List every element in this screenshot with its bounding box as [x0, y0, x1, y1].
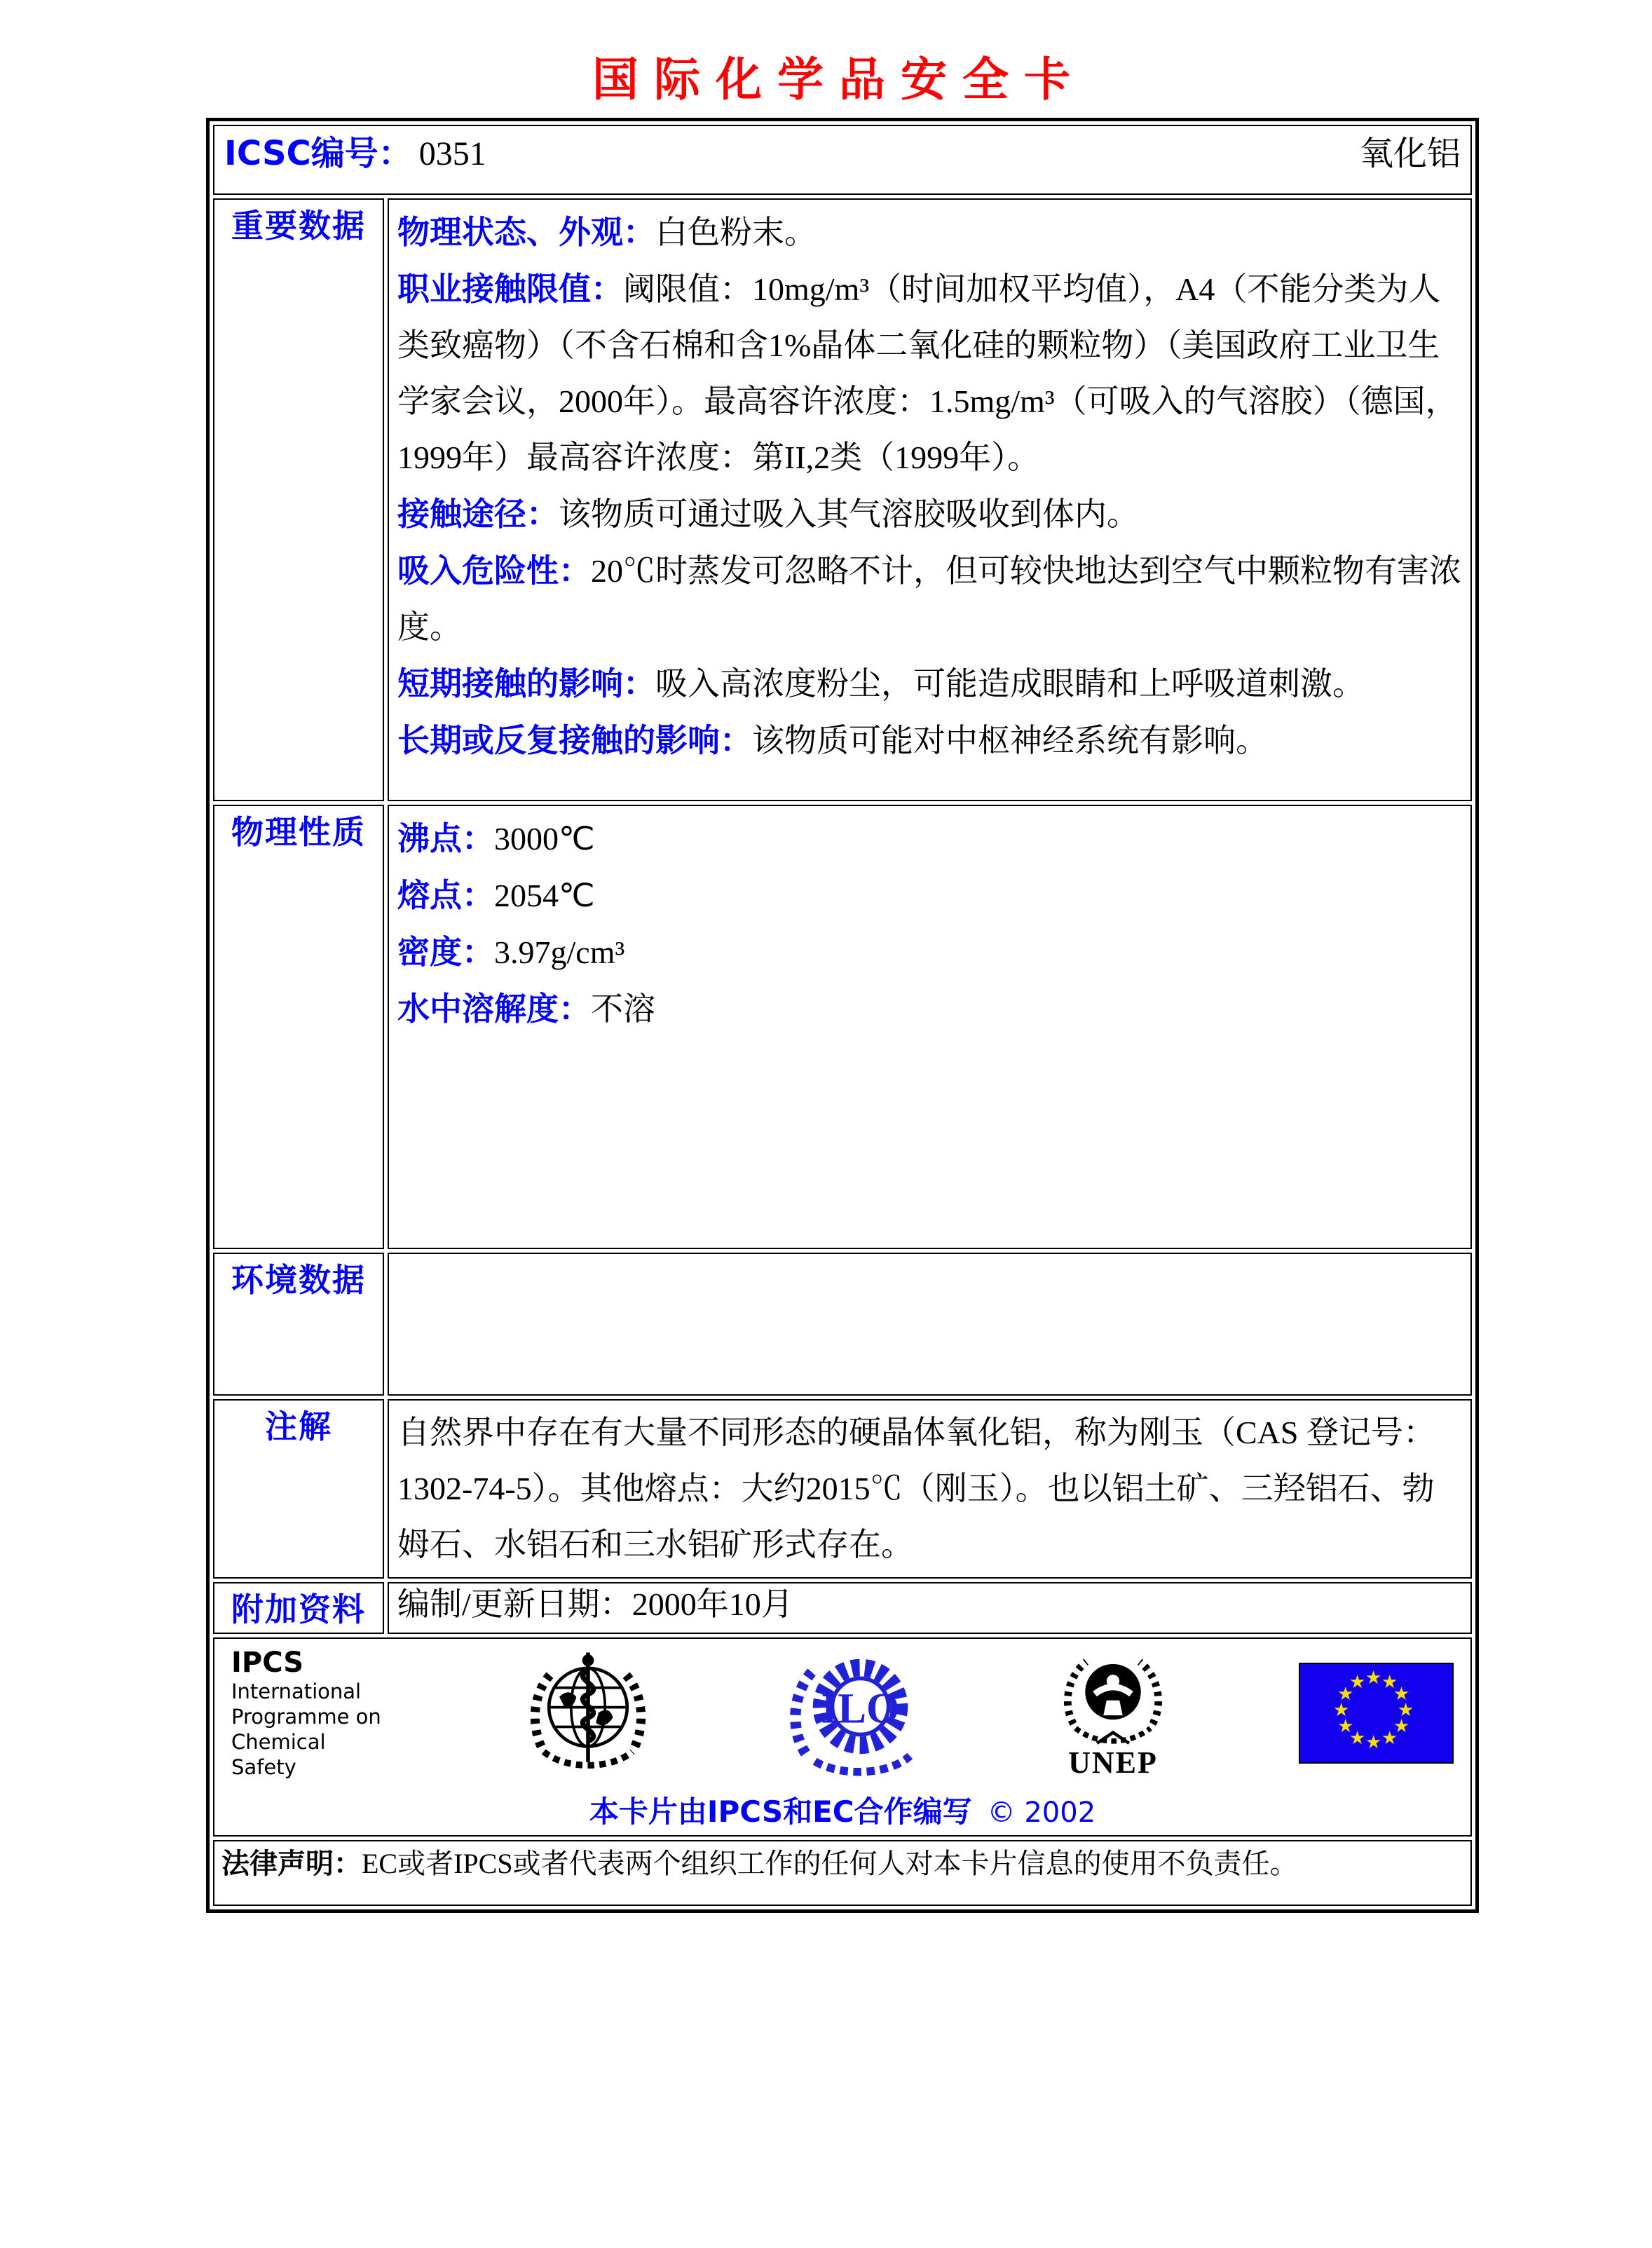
field-text: 2054℃ [494, 878, 595, 913]
eu-star-icon: ★ [1333, 1700, 1350, 1721]
field-text: 该物质可能对中枢神经系统有影响。 [752, 723, 1268, 758]
ilo-logo-icon [780, 1646, 927, 1780]
legal-row [213, 1840, 1472, 1906]
section-content-environmental-data [388, 1253, 1472, 1396]
header-row [213, 125, 1472, 195]
credit-text: 本卡片由IPCS和EC合作编写 [589, 1794, 972, 1829]
eu-star-icon: ★ [1381, 1672, 1398, 1694]
page-title: 国际化学品安全卡 [592, 52, 1086, 107]
section-content-additional-information [388, 1582, 1472, 1634]
field-text: 吸入高浓度粉尘，可能造成眼睛和上呼吸道刺激。 [655, 666, 1365, 702]
ipcs-text-block [231, 1647, 396, 1780]
field-line [397, 1405, 1462, 1573]
field-text: 阈限值：10mg/m³（时间加权平均值），A4（不能分类为人类致癌物）（不含石棉和含1%晶体二氧化硅的颗粒物）（美国政府工业卫生学家会议，2000年）。最高容许浓度：1.5mg/m³（可吸入的气溶胶）（德国，1999年）最高容许浓度：第II,2类（1999年）。 [397, 271, 1458, 475]
field-label: 物理状态、外观： [397, 213, 655, 251]
field-line [397, 924, 1462, 981]
chemical-name: 氧化铝 [1359, 135, 1461, 172]
field-line [397, 810, 1462, 867]
section-label-notes: 注解 [213, 1399, 384, 1579]
eu-star-icon: ★ [1398, 1700, 1414, 1721]
logos-row [213, 1637, 1472, 1837]
field-line [397, 981, 1462, 1037]
eu-star-icon: ★ [1349, 1727, 1366, 1749]
ipcs-subtitle-line: Chemical Safety [231, 1730, 326, 1779]
legal-text: EC或者IPCS或者代表两个组织工作的任何人对本卡片信息的使用不负责任。 [362, 1848, 1298, 1879]
icsc-card [206, 118, 1479, 1913]
field-text: 自然界中存在有大量不同形态的硬晶体氧化铝，称为刚玉（CAS 登记号：1302-74-5）。其他熔点：大约2015℃（刚玉）。也以铝土矿、三羟铝石、勃姆石、水铝石和三水铝矿形式存在。 [397, 1415, 1435, 1562]
field-text: 不溶 [591, 991, 655, 1027]
ipcs-title: IPCS [231, 1647, 304, 1679]
field-line [397, 486, 1462, 543]
field-line [397, 261, 1462, 486]
field-text: 白色粉末。 [655, 214, 817, 250]
eu-star-icon: ★ [1349, 1672, 1366, 1694]
eu-star-icon: ★ [1365, 1732, 1382, 1753]
icsc-number-value: 0351 [418, 135, 486, 172]
field-line [397, 543, 1462, 655]
icsc-number-group [224, 126, 486, 175]
field-label: 职业接触限值： [397, 270, 623, 308]
eu-star-icon: ★ [1381, 1727, 1398, 1749]
field-line [397, 867, 1462, 924]
field-label: 长期或反复接触的影响： [397, 721, 752, 759]
field-line [397, 204, 1462, 261]
field-line [397, 655, 1462, 712]
field-text: 该物质可通过吸入其气溶胶吸收到体内。 [559, 496, 1139, 532]
field-label: 接触途径： [397, 495, 559, 533]
section-content-important-data [388, 198, 1472, 801]
eu-star-icon: ★ [1337, 1684, 1354, 1705]
field-label: 熔点： [397, 876, 494, 914]
field-text: 3000℃ [494, 821, 595, 857]
section-label-environmental-data: 环境数据 [213, 1253, 384, 1396]
field-text: 编制/更新日期：2000年10月 [397, 1586, 793, 1622]
field-label: 水中溶解度： [397, 990, 591, 1028]
eu-flag-icon [1299, 1663, 1454, 1764]
field-list [397, 204, 1462, 769]
svg-text:ILO: ILO [821, 1685, 900, 1733]
ipcs-subtitle-line: International [231, 1680, 362, 1703]
field-label: 短期接触的影响： [397, 665, 655, 702]
eu-star-icon: ★ [1337, 1716, 1354, 1737]
credit-line [221, 1789, 1463, 1831]
section-content-notes [388, 1399, 1472, 1579]
unep-logo-icon [1054, 1648, 1172, 1778]
section-label-physical-properties: 物理性质 [213, 805, 384, 1249]
ipcs-subtitle-line: Programme on [231, 1705, 381, 1729]
unep-label: UNEP [1068, 1745, 1158, 1780]
icsc-number-label: ICSC编号： [224, 134, 412, 173]
field-list [397, 1585, 1462, 1624]
field-line [397, 712, 1462, 769]
section-content-physical-properties [388, 805, 1472, 1249]
credit-year: © 2002 [987, 1797, 1096, 1829]
field-list [397, 810, 1462, 1037]
eu-star-icon: ★ [1365, 1668, 1382, 1689]
field-line [397, 1585, 1462, 1624]
section-label-additional-information: 附加资料 [213, 1582, 384, 1634]
legal-label: 法律声明： [221, 1848, 362, 1880]
who-logo-icon [523, 1644, 653, 1782]
field-label: 沸点： [397, 819, 494, 857]
eu-star-icon: ★ [1393, 1716, 1410, 1737]
field-label: 吸入危险性： [397, 552, 591, 590]
field-label: 密度： [397, 933, 494, 971]
field-text: 20℃时蒸发可忽略不计，但可较快地达到空气中颗粒物有害浓度。 [397, 553, 1461, 645]
field-text: 3.97g/cm³ [494, 934, 625, 970]
field-list [397, 1405, 1462, 1573]
eu-star-icon: ★ [1393, 1684, 1410, 1705]
icsc-table [210, 121, 1475, 1909]
section-label-important-data: 重要数据 [213, 198, 384, 801]
